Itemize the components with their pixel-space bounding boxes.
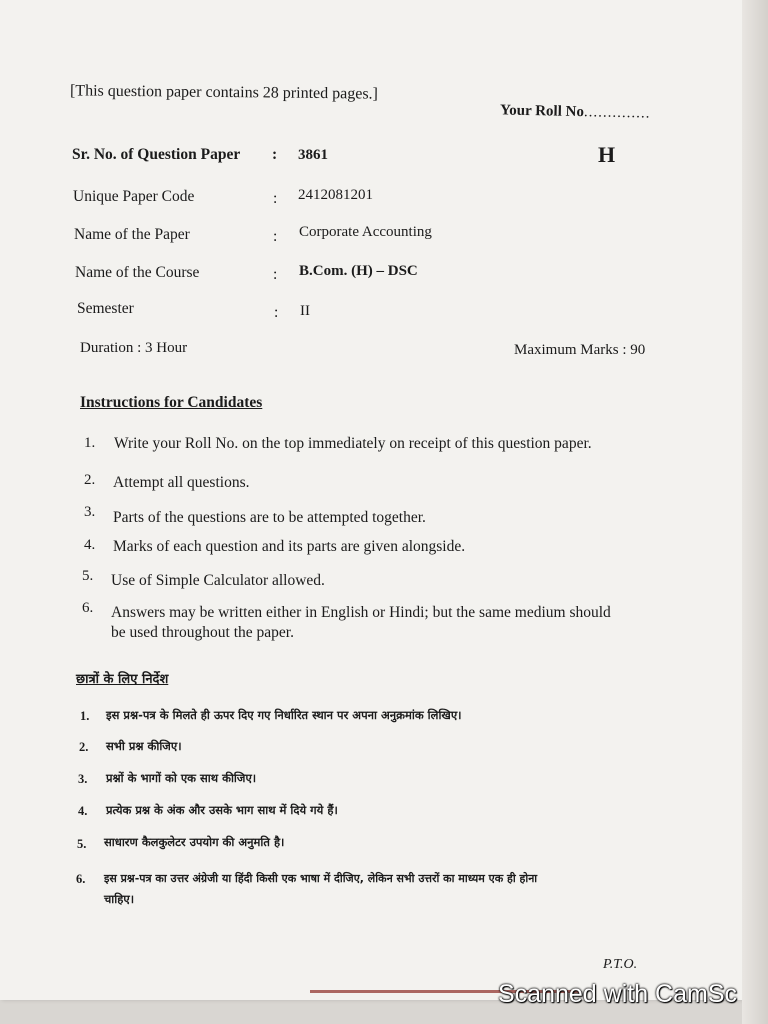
hindi-instruction-number: 3.: [78, 772, 88, 786]
instruction-number: 5.: [82, 568, 94, 584]
meta-label-course: Name of the Course: [75, 264, 200, 281]
duration: Duration : 3 Hour: [80, 340, 188, 356]
meta-value-paper-code: 2412081201: [298, 187, 373, 203]
meta-value-sr-no: 3861: [298, 147, 328, 163]
hindi-instruction-number: 5.: [77, 837, 87, 851]
page-edge: [742, 0, 768, 1024]
roll-number-label: Your Roll No: [499, 102, 585, 121]
instruction-text: Use of Simple Calculator allowed.: [111, 572, 325, 589]
instruction-number: 2.: [84, 472, 96, 488]
instruction-text: Marks of each question and its parts are given alongside.: [113, 538, 466, 555]
hindi-instruction-text: प्रत्येक प्रश्न के अंक और उसके भाग साथ में दिये गये हैं।: [106, 803, 338, 817]
meta-value-paper-name: Corporate Accounting: [299, 224, 432, 240]
instruction-text: Write your Roll No. on the top immediately on receipt of this question paper.: [114, 435, 592, 452]
meta-colon: :: [273, 228, 278, 245]
instruction-number: 1.: [84, 435, 96, 451]
hindi-instruction-text: इस प्रश्न-पत्र के मिलते ही ऊपर दिए गए निर्धारित स्थान पर अपना अनुक्रमांक लिखिए।: [106, 708, 462, 722]
meta-colon: :: [272, 146, 278, 163]
instruction-number: 6.: [82, 600, 94, 616]
maximum-marks: Maximum Marks : 90: [514, 342, 646, 358]
meta-value-course: B.Com. (H) – DSC: [299, 263, 418, 279]
instruction-number: 3.: [84, 504, 96, 520]
meta-colon: :: [273, 190, 278, 207]
instruction-text: Parts of the questions are to be attempted together.: [113, 509, 426, 526]
roll-number-blank: ..............: [583, 104, 651, 122]
hindi-instructions-heading: छात्रों के लिए निर्देश: [76, 672, 169, 687]
paper-set-code: H: [598, 142, 615, 167]
meta-colon: :: [274, 304, 279, 321]
meta-label-semester: Semester: [77, 300, 134, 317]
instruction-text: Answers may be written either in English or Hindi; but the same medium should: [111, 604, 611, 621]
hindi-instruction-text: प्रश्नों के भागों को एक साथ कीजिए।: [106, 771, 257, 785]
instruction-text-continued: be used throughout the paper.: [111, 624, 294, 641]
hindi-instruction-number: 4.: [78, 804, 88, 818]
scanner-watermark: Scanned with CamSc: [498, 980, 738, 1008]
hindi-instruction-number: 2.: [79, 740, 89, 754]
hindi-instruction-number: 6.: [76, 872, 86, 886]
hindi-instruction-text-continued: चाहिए।: [104, 892, 135, 906]
instruction-text: Attempt all questions.: [113, 474, 250, 491]
hindi-instruction-text: साधारण कैलकुलेटर उपयोग की अनुमति है।: [104, 835, 285, 849]
page-count-note: [This question paper contains 28 printed pages.]: [69, 82, 379, 103]
please-turn-over: P.T.O.: [603, 957, 638, 972]
hindi-instruction-number: 1.: [80, 709, 90, 723]
hindi-instruction-text: सभी प्रश्न कीजिए।: [106, 739, 182, 753]
hindi-instruction-text: इस प्रश्न-पत्र का उत्तर अंग्रेजी या हिंदी किसी एक भाषा में दीजिए, लेकिन सभी उत्तरों का माध्यम एक ही होना: [104, 872, 538, 885]
meta-label-paper-name: Name of the Paper: [74, 226, 190, 243]
meta-value-semester: II: [300, 303, 310, 319]
meta-colon: :: [273, 266, 278, 283]
meta-label-paper-code: Unique Paper Code: [73, 188, 195, 205]
roll-number-field: [500, 102, 651, 122]
instructions-heading: Instructions for Candidates: [80, 394, 263, 411]
meta-label-sr-no: Sr. No. of Question Paper: [72, 146, 241, 163]
instruction-number: 4.: [84, 537, 96, 553]
